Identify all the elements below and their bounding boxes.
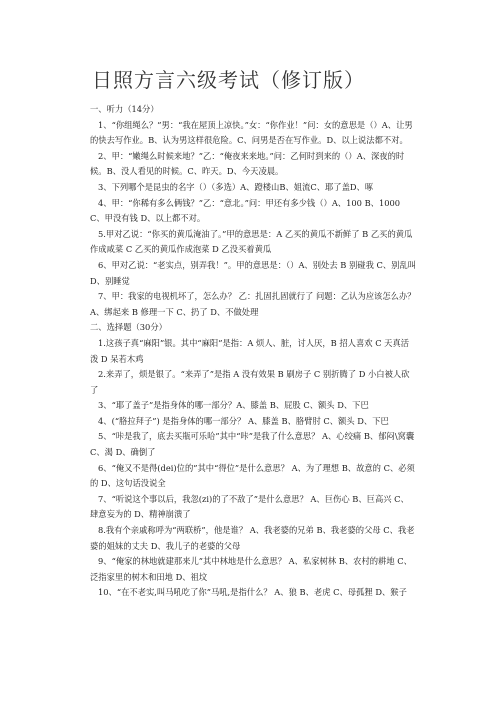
document-body	[90, 102, 417, 601]
question-paragraph: 5、“咔是我了，底去买瓶可乐哈”其中“咔”是我了什么意思？ A、心绞痛 B、郁闷\窝囊 C、渴 D、确倒了	[90, 431, 415, 458]
question-paragraph: 6、“俺又不是得(dei)位的”其中“得位”是什么意思？ A、为了理想 B、故意的 C、必须的 D、这句话没说全	[90, 462, 415, 489]
section-heading-listening: 一、听力（14分）	[90, 104, 159, 114]
question-paragraph: 1.这孩子真“麻阳”银。其中“麻阳”是指：A 烦人、脏，讨人厌，B 招人喜欢 C 天真活泼 D 呆若木鸡	[90, 337, 410, 364]
question-paragraph: 5.甲对乙说：“你买的黄瓜淹油了。”甲的意思是：A 乙买的黄瓜不新鲜了 B 乙买的黄瓜作成咸菜 C 乙买的黄瓜作成泡菜 D 乙没买着黄瓜	[90, 228, 413, 255]
question-paragraph: 2、甲：“嫩绳么时候来地？”乙：“俺夜来来地。”问：乙何时到来的（）A、深夜的时候。B、没人看见的时候。C、昨天。D、今天凌晨。	[90, 150, 405, 177]
document-title: 日照方言六级考试（修订版）	[92, 68, 365, 92]
question-paragraph: 3、下列哪个是昆虫的名字（）（多选）A、蹬楼山B、姐流C、耶了盖D、啄	[98, 181, 374, 192]
question-paragraph: 10、“在不老实,叫马吼吃了你”马吼,是指什么？ A、狼 B、老虎 C、母孤狸 D、猴子	[98, 587, 407, 598]
question-paragraph: 8.我有个亲戚称呼为“两联桥”，他是谁？ A、我老婆的兄弟 B、我老婆的父母 C、我老婆的姐妹的丈夫 D、我儿子的老婆的父母	[90, 525, 415, 551]
question-paragraph: 7、“听说这个事以后，我忽(zi)的了不敌了”是什么意思？ A、巨伤心 B、巨高兴 C、肆意妄为的 D、精神崩溃了	[90, 493, 409, 520]
question-paragraph: 7、甲：我家的电视机坏了，怎么办？ 乙：扎固扎固就行了 问题：乙认为应该怎么办？ A、绑起来 B 修理一下 C、扔了 D、不做处理	[90, 291, 416, 317]
question-paragraph: 6、甲对乙说：“老实点，别弄我！”。甲的意思是：（）A、别处去 B 别碰我 C、别乱叫 D、别睡觉	[90, 259, 417, 286]
question-paragraph: 4、甲：“你稀有多么俩钱？”乙：“意北。”问：甲还有多少钱（）A、100 B、1000 C、甲没有钱 D、以上都不对。	[90, 197, 401, 224]
section-heading-choice: 二、选择题（30分）	[90, 322, 167, 333]
question-paragraph: 4、(“胳拉拜子”) 是指身体的哪一部分？ A、膝盖 B、胳臂肘 C、额头 D、下巴	[98, 415, 389, 426]
question-paragraph: 3、“耶了盖子”是指身体的哪一部分？A、膝盖 B、屁股 C、额头 D、下巴	[98, 400, 369, 411]
question-paragraph: 2.来弄了，烦是银了。“来弄了”是指 A 没有效果 B 刷房子 C 别折腾了 D 小白被人砍了	[90, 369, 410, 395]
question-paragraph: 9、“俺家的林地就建那来儿”其中林地是什么意思？ A、私家树林 B、农村的耕地 C、泛指家里的树木和田地 D、祖坟	[90, 556, 412, 582]
question-paragraph: 1、“你组绳么？”男：“我在屋顶上凉快。”女：“你作业！”问：女的意思是（）A、让男的快去写作业。B、认为男这样很危险。C、问男是否在写作业。D、以上说法都不对。	[90, 119, 413, 146]
